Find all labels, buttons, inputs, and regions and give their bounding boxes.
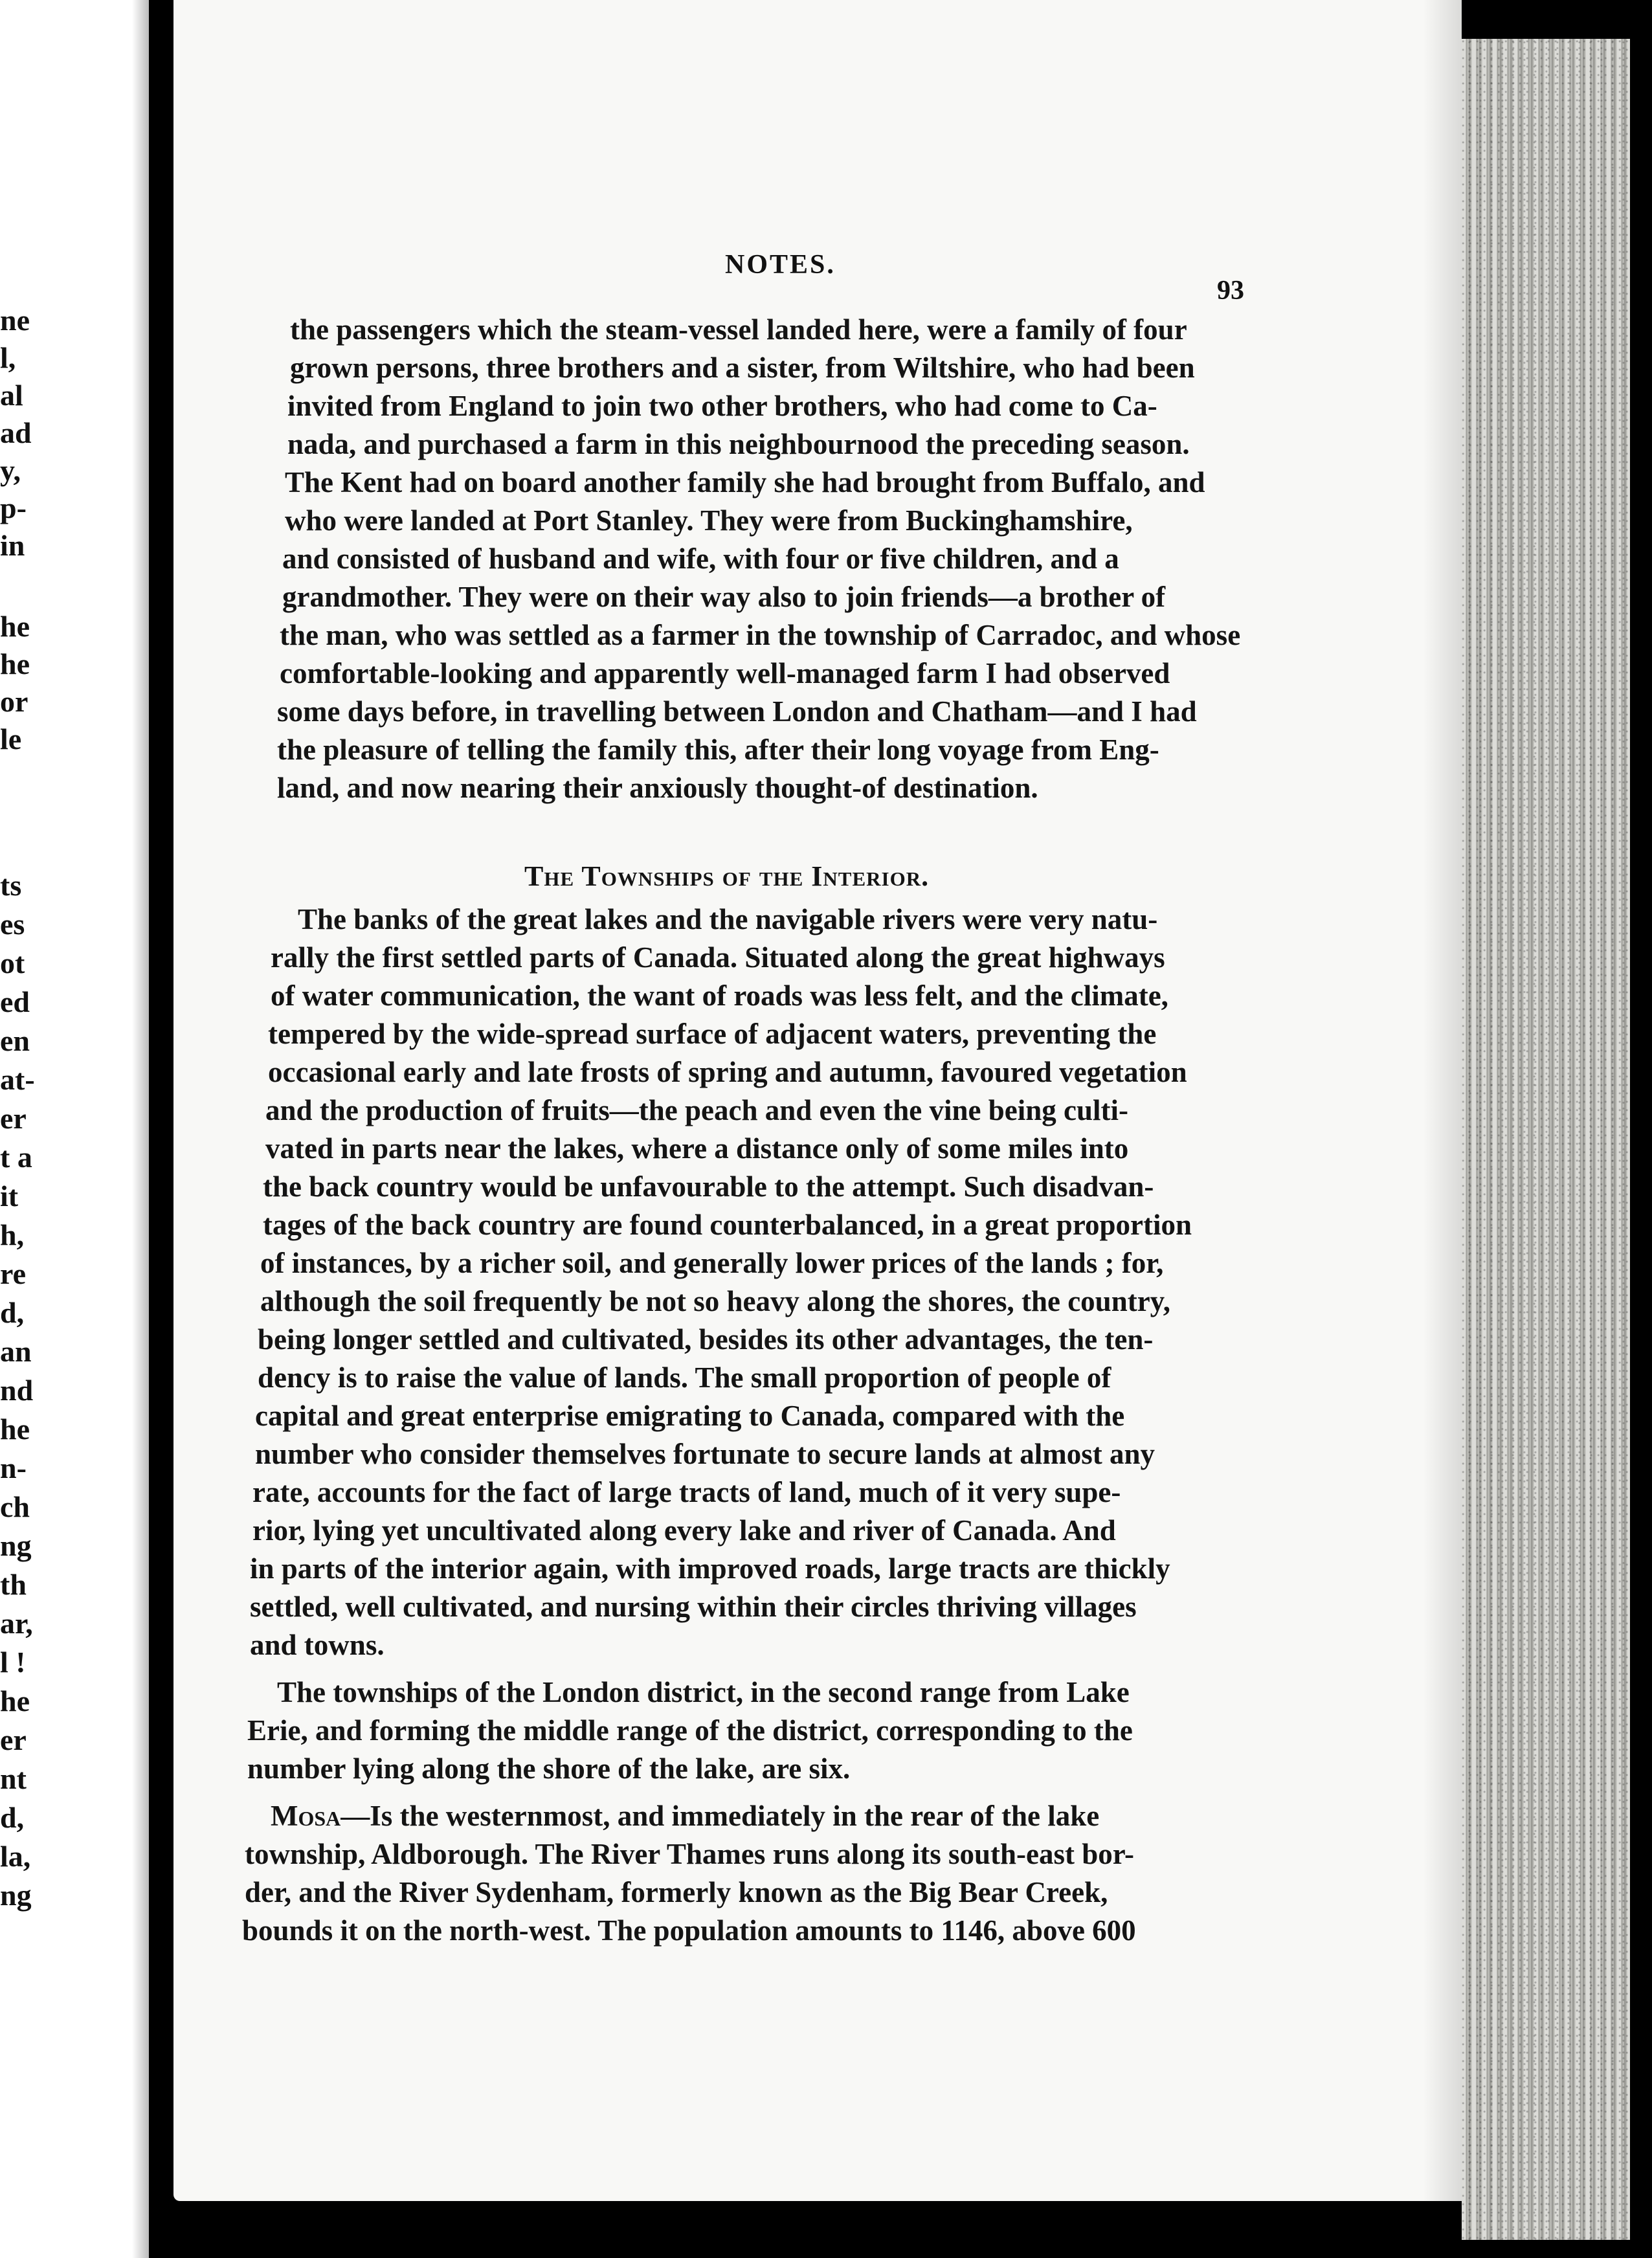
text-line: and consisted of husband and wife, with four or five children, and a — [282, 542, 1119, 575]
text-line: the back country would be unfavourable to the attempt. Such disadvan- — [263, 1170, 1154, 1203]
facing-page-fragment: ne — [0, 304, 30, 337]
facing-page-fragment: nt — [0, 1762, 27, 1795]
facing-page-fragment: p- — [0, 491, 27, 524]
facing-page-fragment: re — [0, 1257, 27, 1290]
facing-page-fragment: ot — [0, 946, 25, 979]
text-line: township, Aldborough. The River Thames runs along its south-east bor- — [245, 1838, 1135, 1870]
text-line — [271, 1802, 1099, 1831]
text-line: nada, and purchased a farm in this neighbournood the preceding season. — [287, 428, 1190, 460]
facing-page — [0, 0, 149, 2258]
facing-page-fragment: en — [0, 1024, 30, 1057]
text-line: being longer settled and cultivated, besides its other advantages, the ten- — [258, 1323, 1154, 1356]
facing-page-fragment: th — [0, 1568, 27, 1601]
facing-page-fragment: t a — [0, 1141, 32, 1174]
text-line: in parts of the interior again, with improved roads, large tracts are thickly — [250, 1552, 1170, 1585]
text-line: tempered by the wide-spread surface of adjacent waters, preventing the — [268, 1018, 1157, 1050]
text-line: and the production of fruits—the peach and even the vine being culti- — [265, 1094, 1128, 1126]
text-line: number who consider themselves fortunate to secure lands at almost any — [255, 1438, 1155, 1470]
section-heading: The Townships of the Interior. — [524, 860, 930, 892]
text-line: settled, well cultivated, and nursing within their circles thriving villages — [250, 1591, 1137, 1623]
text-line: the pleasure of telling the family this, after their long voyage from Eng- — [277, 733, 1159, 766]
text-line: tages of the back country are found counterbalanced, in a great proportion — [263, 1209, 1192, 1241]
facing-page-fragment: he — [0, 610, 30, 643]
facing-page-fragment: al — [0, 379, 23, 412]
facing-page-fragment: l, — [0, 341, 16, 374]
facing-page-fragment: or — [0, 685, 28, 718]
text-line: grown persons, three brothers and a sister, from Wiltshire, who had been — [290, 352, 1195, 384]
text-line: der, and the River Sydenham, formerly known as the Big Bear Creek, — [245, 1876, 1108, 1908]
text-line: vated in parts near the lakes, where a distance only of some miles into — [265, 1132, 1129, 1165]
text-line: rate, accounts for the fact of large tracts of land, much of it very supe- — [252, 1476, 1121, 1508]
facing-page-fragment: ts — [0, 869, 22, 902]
page-edges-texture — [1462, 39, 1630, 2240]
text-line: and towns. — [250, 1629, 385, 1661]
facing-page-fragment: he — [0, 1684, 30, 1717]
facing-page-fragment: at- — [0, 1063, 35, 1096]
text-line: dency is to raise the value of lands. The small proportion of people of — [258, 1361, 1111, 1394]
text-line: rally the first settled parts of Canada. Situated along the great highways — [271, 941, 1165, 974]
facing-page-fragment: es — [0, 908, 25, 941]
text-line: comfortable-looking and apparently well-managed farm I had observed — [280, 657, 1170, 689]
text-line-rest: —Is the westernmost, and immediately in the rear of the lake — [340, 1800, 1100, 1832]
facing-page-gutter — [132, 0, 149, 2258]
text-line: capital and great enterprise emigrating to Canada, compared with the — [255, 1400, 1125, 1432]
facing-page-fragment: he — [0, 1413, 30, 1446]
text-line: some days before, in travelling between London and Chatham—and I had — [277, 695, 1197, 728]
facing-page-fragment: er — [0, 1723, 27, 1756]
text-line: The townships of the London district, in the second range from Lake — [277, 1676, 1130, 1708]
scan-border — [1630, 0, 1652, 2258]
page-number: 93 — [1217, 276, 1244, 306]
facing-page-fragment: er — [0, 1102, 27, 1135]
text-line: the passengers which the steam-vessel landed here, were a family of four — [290, 313, 1187, 346]
facing-page-fragment: in — [0, 529, 25, 562]
facing-page-fragment: ad — [0, 416, 32, 449]
book-spine — [149, 0, 175, 2258]
text-line: land, and now nearing their anxiously thought-of destination. — [277, 772, 1038, 804]
text-line: rior, lying yet uncultivated along every lake and river of Canada. And — [252, 1514, 1116, 1547]
running-title: NOTES. — [725, 250, 836, 280]
facing-page-fragment: ng — [0, 1879, 32, 1912]
township-name: Mosa — [271, 1800, 341, 1832]
text-line: grandmother. They were on their way also to join friends—a brother of — [282, 581, 1166, 613]
facing-page-fragment: l ! — [0, 1646, 26, 1679]
text-line: the man, who was settled as a farmer in the township of Carradoc, and whose — [280, 619, 1241, 651]
facing-page-fragment: it — [0, 1179, 19, 1213]
facing-page-fragment: nd — [0, 1374, 34, 1407]
facing-page-fragment: y, — [0, 454, 21, 487]
page-edges — [1462, 39, 1630, 2240]
page-shade — [1423, 0, 1462, 2201]
text-line: of water communication, the want of roads was less felt, and the climate, — [271, 979, 1168, 1012]
facing-page-fragment: ch — [0, 1490, 30, 1523]
facing-page-fragment: d, — [0, 1296, 25, 1329]
facing-page-fragment: ar, — [0, 1607, 33, 1640]
facing-page-fragment: d, — [0, 1801, 25, 1834]
text-line: Erie, and forming the middle range of the district, corresponding to the — [247, 1714, 1133, 1747]
facing-page-fragment: h, — [0, 1218, 25, 1251]
facing-page-fragment: he — [0, 647, 30, 680]
facing-page-fragment: ed — [0, 985, 30, 1018]
text-line: number lying along the shore of the lake, are six. — [247, 1752, 851, 1785]
text-line: occasional early and late frosts of spring and autumn, favoured vegetation — [268, 1056, 1187, 1088]
text-line: invited from England to join two other brothers, who had come to Ca- — [287, 390, 1157, 422]
facing-page-fragment: n- — [0, 1451, 27, 1484]
text-line: The banks of the great lakes and the navigable rivers were very natu- — [298, 903, 1158, 935]
text-line: although the soil frequently be not so heavy along the shores, the country, — [260, 1285, 1170, 1317]
facing-page-fragment: ng — [0, 1529, 32, 1562]
text-line: of instances, by a richer soil, and generally lower prices of the lands ; for, — [260, 1247, 1164, 1279]
text-line: bounds it on the north-west. The population amounts to 1146, above 600 — [242, 1914, 1136, 1947]
facing-page-fragment: le — [0, 722, 22, 755]
facing-page-fragment: an — [0, 1335, 32, 1368]
facing-page-fragment: la, — [0, 1840, 31, 1873]
text-line: who were landed at Port Stanley. They were from Buckinghamshire, — [285, 504, 1133, 537]
text-line: The Kent had on board another family she had brought from Buffalo, and — [285, 466, 1205, 498]
